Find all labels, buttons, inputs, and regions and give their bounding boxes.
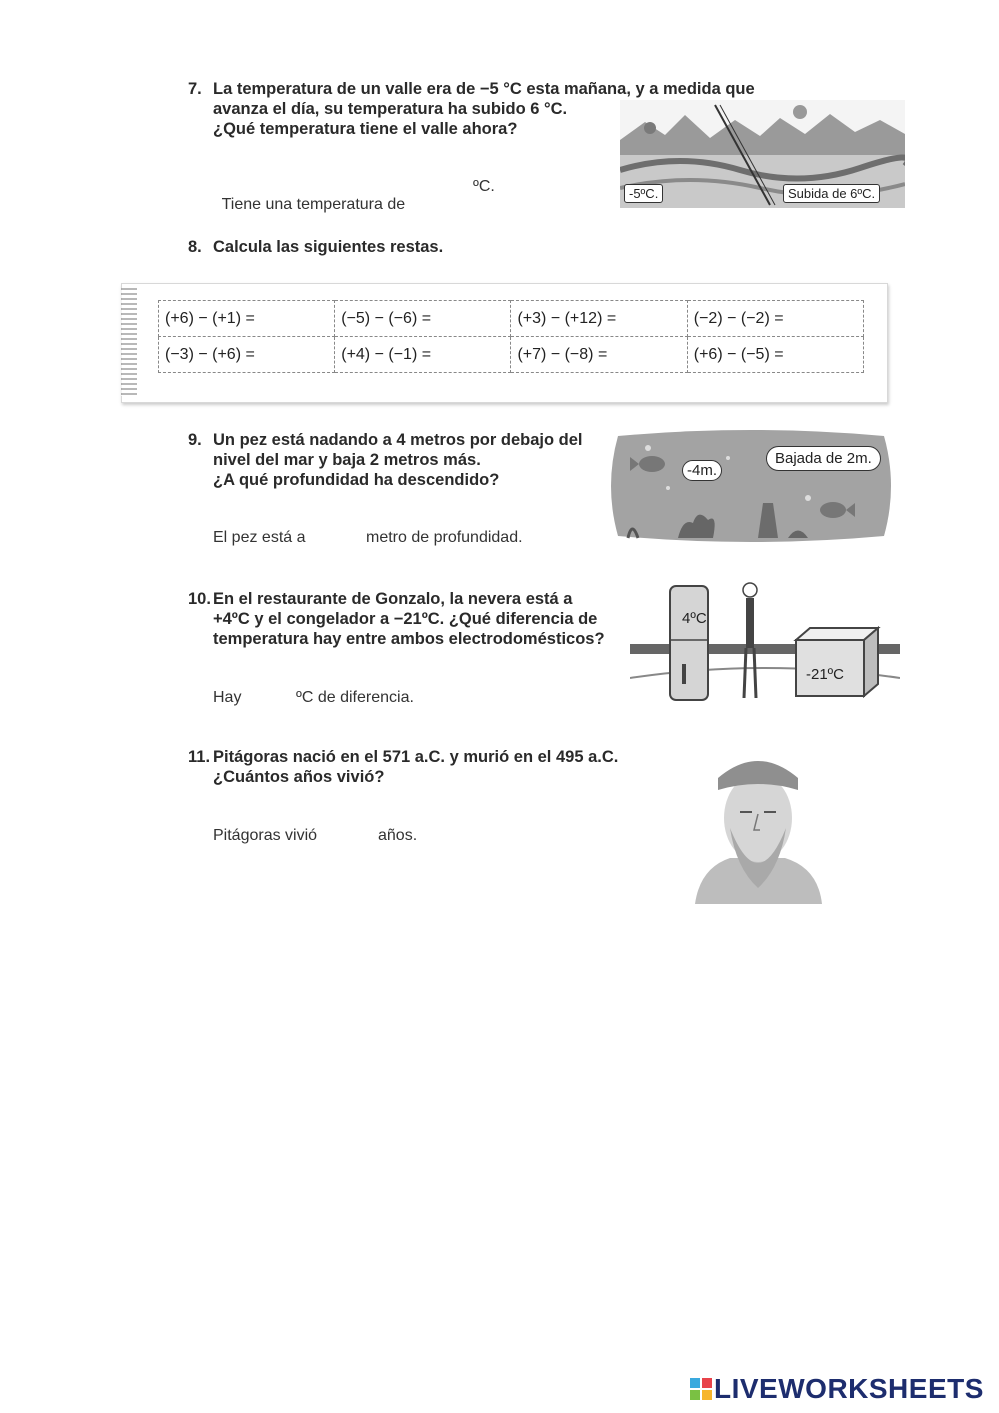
question-title: Calcula las siguientes restas. (213, 238, 444, 256)
valley-illustration (620, 100, 905, 208)
fridge-freezer-illustration (630, 578, 900, 708)
question-line: ¿Qué temperatura tiene el valle ahora? (213, 120, 518, 138)
table-row (159, 301, 864, 337)
subtraction-cell[interactable]: (+6) − (−5) = (687, 337, 863, 373)
fridge-temperature-label: 4ºC (682, 610, 707, 627)
answer-suffix: metro de profundidad. (366, 529, 523, 546)
question-number: 9. (188, 431, 202, 449)
question-8 (188, 237, 588, 259)
question-line: temperatura hay entre ambos electrodomésticos? (213, 630, 605, 648)
question-line: La temperatura de un valle era de −5 °C esta mañana, y a medida que (213, 80, 755, 98)
question-line: nivel del mar y baja 2 metros más. (213, 451, 481, 469)
answer-prefix: Tiene una temperatura de (221, 196, 406, 213)
question-line: Un pez está nadando a 4 metros por debajo del (213, 431, 583, 449)
drop-label: Bajada de 2m. (766, 446, 881, 471)
question-number: 8. (188, 238, 202, 256)
table-row (159, 337, 864, 373)
question-line: +4ºC y el congelador a −21ºC. ¿Qué diferencia de (213, 610, 598, 628)
question-line: ¿Cuántos años vivió? (213, 768, 385, 786)
question-line: En el restaurante de Gonzalo, la nevera está a (213, 590, 573, 608)
question-number: 10. (188, 590, 211, 608)
subtraction-cell[interactable]: (+4) − (−1) = (335, 337, 511, 373)
pythagoras-bust-image (690, 748, 825, 904)
depth-label: -4m. (682, 460, 722, 481)
answer-suffix: años. (378, 827, 418, 844)
subtraction-table (158, 300, 864, 373)
subtraction-cell[interactable]: (−3) − (+6) = (159, 337, 335, 373)
answer-input[interactable] (418, 176, 468, 198)
answer-sentence (213, 178, 405, 214)
subtraction-cell[interactable]: (−2) − (−2) = (687, 301, 863, 337)
question-10 (188, 589, 618, 653)
answer-suffix: ºC de diferencia. (296, 689, 414, 706)
answer-prefix: El pez está a (213, 529, 306, 546)
question-line: avanza el día, su temperatura ha subido 6 °C. (213, 100, 568, 118)
logo-icon (690, 1378, 712, 1400)
subtraction-cell[interactable]: (+3) − (+12) = (511, 301, 687, 337)
subtraction-cell[interactable]: (+7) − (−8) = (511, 337, 687, 373)
answer-input[interactable] (248, 687, 290, 709)
question-11 (188, 747, 648, 791)
freezer-temperature-label: -21ºC (806, 666, 844, 683)
question-9 (188, 430, 608, 494)
temperature-label: -5ºC. (624, 184, 663, 203)
answer-input[interactable] (330, 825, 372, 847)
answer-suffix: ºC. (473, 178, 495, 195)
question-line: ¿A qué profundidad ha descendido? (213, 471, 500, 489)
subtraction-cell[interactable]: (+6) − (+1) = (159, 301, 335, 337)
answer-input[interactable] (318, 527, 360, 549)
brand-name: LIVEWORKSHEETS (714, 1373, 984, 1404)
sea-illustration (608, 428, 894, 544)
question-number: 7. (188, 80, 202, 98)
subtraction-cell[interactable]: (−5) − (−6) = (335, 301, 511, 337)
answer-prefix: Hay (213, 689, 242, 706)
rise-label: Subida de 6ºC. (783, 184, 880, 203)
question-number: 11. (188, 748, 211, 766)
question-line: Pitágoras nació en el 571 a.C. y murió en el 495 a.C. (213, 748, 619, 766)
answer-prefix: Pitágoras vivió (213, 827, 318, 844)
notebook-spiral (121, 288, 137, 396)
